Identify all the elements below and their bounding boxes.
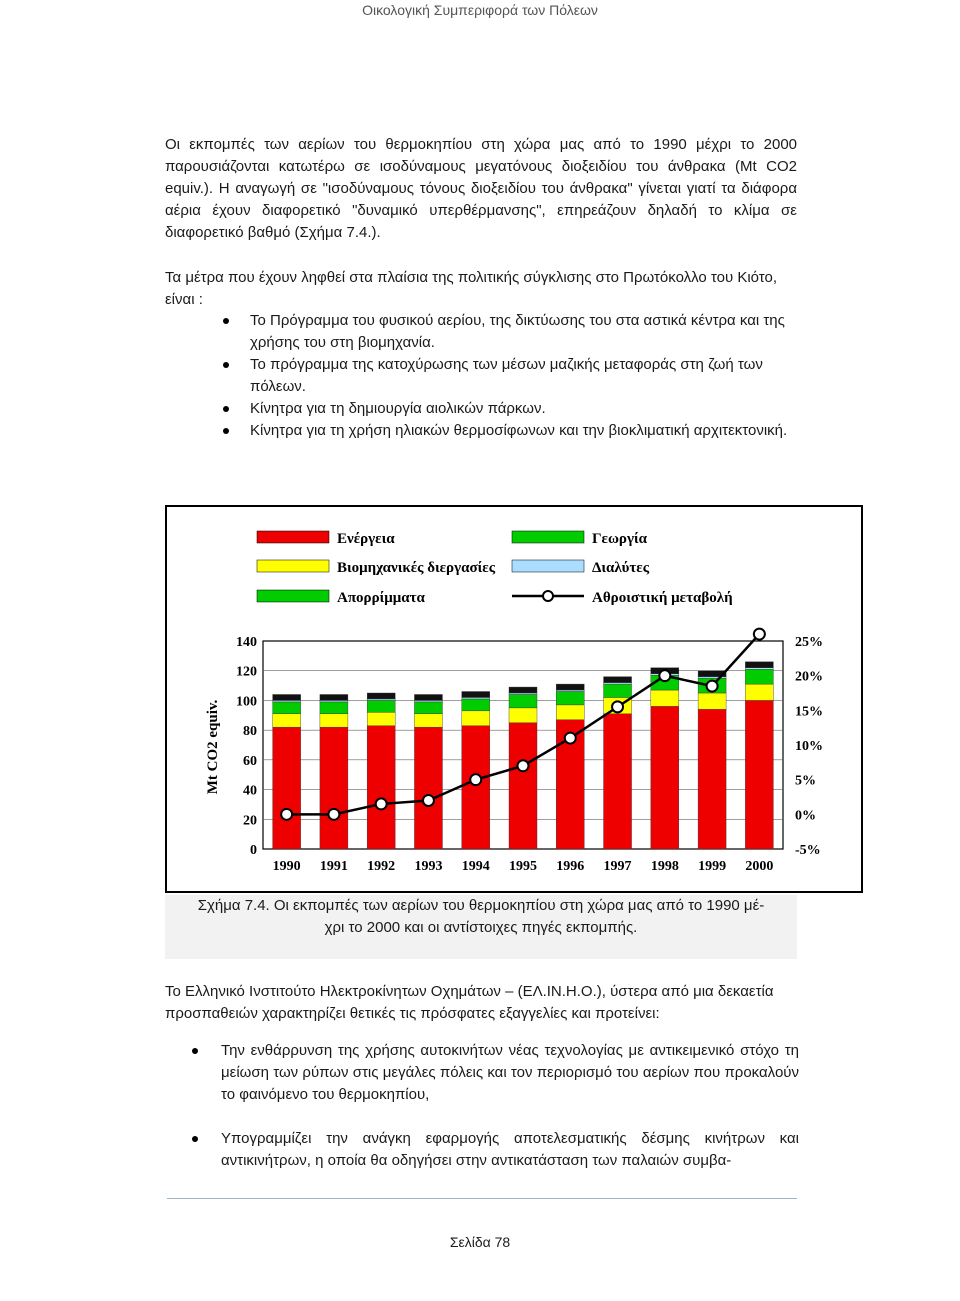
bar-segment [273,694,301,700]
bar-segment [414,714,442,727]
y-tick-label: 60 [243,753,257,769]
bar-segment [414,702,442,714]
legend-swatch-industrial [257,560,329,572]
bar-segment [698,709,726,849]
x-tick-label: 1993 [414,859,443,874]
legend-swatch-agriculture [512,531,584,543]
x-tick-label: 1991 [319,859,348,874]
cumulative-point [565,733,576,744]
y2-tick-labels [795,635,823,858]
bar-segment [651,690,679,706]
bar-segment [320,727,348,849]
x-tick-label: 1990 [272,859,301,874]
bar-segment [273,702,301,714]
y2-tick-label: -5% [795,843,821,858]
chart-legend [257,531,733,606]
cumulative-point [423,795,434,806]
legend-swatch-solvents [512,560,584,572]
emissions-figure [165,505,863,893]
cumulative-point [328,809,339,820]
bar-segment [273,700,301,701]
bar-segment [414,700,442,701]
y-tick-label: 20 [243,813,257,829]
bar-segment [745,700,773,849]
y-tick-label: 140 [236,635,257,650]
bar-segment [556,690,584,691]
cumulative-point [470,774,481,785]
cumulative-point [707,681,718,692]
bar-segment [462,711,490,726]
y2-tick-label: 25% [795,635,823,650]
y2-tick-label: 0% [795,808,816,824]
caption-line: χρι το 2000 και οι αντίστοιχες πηγές εκπομπής. [324,919,638,936]
bar-segment [367,726,395,849]
bar-segment [509,693,537,694]
measures-list [220,310,800,442]
measure-item: Κίνητρα για τη χρήση ηλιακών θερμοσίφωνων και την βιοκλιματική αρχιτεκτονική. [220,420,800,442]
bar-segment [367,693,395,699]
bar-segment [367,699,395,700]
legend-label: Βιομηχανικές διεργασίες [337,560,496,576]
measures-intro: Τα μέτρα που έχουν ληφθεί στα πλαίσια της πολιτικής σύγκλισης στο Πρωτόκολλο του Κιότο, είναι : [165,269,778,308]
proposal-item: Την ενθάρρυνση της χρήσης αυτοκινήτων νέας τεχνολογίας με αντικειμενικό στόχο τη μείωση των ρύπων στις μεγάλες πόλεις και τον περιορισμό του αερίων που προκαλούν το φαινόμενο του θερμοκηπίου, [192,1040,799,1106]
bar-segment [509,694,537,707]
bar-segment [414,727,442,849]
bar-segment [556,684,584,690]
x-tick-label: 1998 [650,859,679,874]
cumulative-point [659,670,670,681]
bar-segment [604,684,632,697]
cumulative-point [518,760,529,771]
legend-swatch-energy [257,531,329,543]
y-tick-label: 120 [236,664,257,680]
intro-paragraph: Οι εκπομπές των αερίων του θερμοκηπίου στη χώρα μας από το 1990 μέχρι το 2000 παρουσιάζονται κατωτέρω σε ισοδύναμους μεγατόνους διοξειδίου του άνθρακα (Mt CO2 equiv.). Η αναγωγή σε "ισοδύναμους τόνους διοξειδίου του άνθρακα" γίνεται γιατί τα διάφορα αέρια έχουν διαφορετικό "δυναμικό υπερθέρμανσης", επηρεάζουν δηλαδή το κλίμα σε διαφορετικό βαθμό (Σχήμα 7.4.). [165,136,797,241]
footer-rule [167,1198,797,1199]
page-number: Σελίδα 78 [449,1234,511,1250]
bar-segment [462,699,490,711]
y-tick-label: 0 [250,843,257,858]
bar-segment [273,714,301,727]
y2-tick-label: 10% [795,739,823,754]
y-tick-labels [236,635,257,858]
bar-segment [367,700,395,712]
bar-segment [367,712,395,725]
legend-marker-cumulative [543,591,553,601]
einiho-paragraph: Το Ελληνικό Ινστιτούτο Ηλεκτροκίνητων Οχημάτων – (ΕΛ.ΙΝ.Η.Ο.), ύστερα από μια δεκαετία προσπαθειών χαρακτηρίζει θετικές τις πρόσφατες εξαγγελίες και προτείνει: [165,983,774,1022]
x-tick-label: 2000 [745,859,774,874]
bar-segment [273,727,301,849]
bar-segment [745,669,773,684]
y2-tick-label: 5% [795,773,816,789]
bar-segment [604,714,632,849]
legend-label: Διαλύτες [592,560,650,576]
x-tick-label: 1999 [698,859,727,874]
bar-segment [698,693,726,709]
bar-segment [462,697,490,698]
bar-segment [320,694,348,700]
cumulative-point [281,809,292,820]
bar-segment [320,702,348,714]
bar-segment [745,684,773,700]
legend-label: Απορρίμματα [337,590,425,606]
emissions-chart [167,507,861,891]
y2-tick-label: 15% [795,704,823,720]
legend-label: Αθροιστική μεταβολή [592,590,733,606]
bar-segment [651,706,679,849]
y-tick-label: 40 [243,783,257,799]
y-axis-title: Mt CO2 equiv. [205,699,221,795]
bar-segment [414,694,442,700]
measure-item: Το πρόγραμμα της κατοχύρωσης των μέσων μαζικής μεταφοράς στη ζωή των πόλεων. [220,354,800,398]
bar-segment [509,723,537,849]
figure-caption [165,895,797,959]
bar-segment [556,692,584,705]
bar-segment [604,683,632,684]
x-tick-label: 1995 [509,859,537,874]
x-tick-label: 1992 [367,859,396,874]
bar-segment [604,677,632,683]
bar-segment [745,668,773,669]
proposals-list [192,1040,799,1194]
bar-segment [320,700,348,701]
bar-segment [462,726,490,849]
legend-swatch-waste [257,590,329,602]
bar-segment [556,705,584,720]
y-tick-label: 100 [236,694,257,710]
x-tick-labels [273,859,774,874]
measure-item: Κίνητρα για τη δημιουργία αιολικών πάρκων. [220,398,800,420]
y2-tick-label: 20% [795,669,823,685]
legend-label: Ενέργεια [337,531,395,547]
legend-label: Γεωργία [592,531,647,547]
proposal-item: Υπογραμμίζει την ανάγκη εφαρμογής αποτελεσματικής δέσμης κινήτρων και αντικινήτρων, η οποία θα οδηγήσει στην αντικατάσταση των παλαιών συμβα- [192,1128,799,1172]
bar-segment [320,714,348,727]
bar-segment [745,662,773,668]
cumulative-point [612,701,623,712]
y-tick-label: 80 [243,724,257,740]
cumulative-point [754,629,765,640]
bar-segment [509,687,537,693]
measure-item: Το Πρόγραμμα του φυσικού αερίου, της δικτύωσης του στα αστικά κέντρα και της χρήσης του στη βιομηχανία. [220,310,800,354]
bar-segment [509,708,537,723]
running-header: Οικολογική Συμπεριφορά των Πόλεων [362,2,598,18]
cumulative-point [376,798,387,809]
bar-segment [462,692,490,698]
x-tick-label: 1996 [556,859,585,874]
x-tick-label: 1994 [461,859,490,874]
caption-line: Σχήμα 7.4. Οι εκπομπές των αερίων του θερμοκηπίου στη χώρα μας από το 1990 μέ- [197,897,765,914]
x-tick-label: 1997 [603,859,632,874]
